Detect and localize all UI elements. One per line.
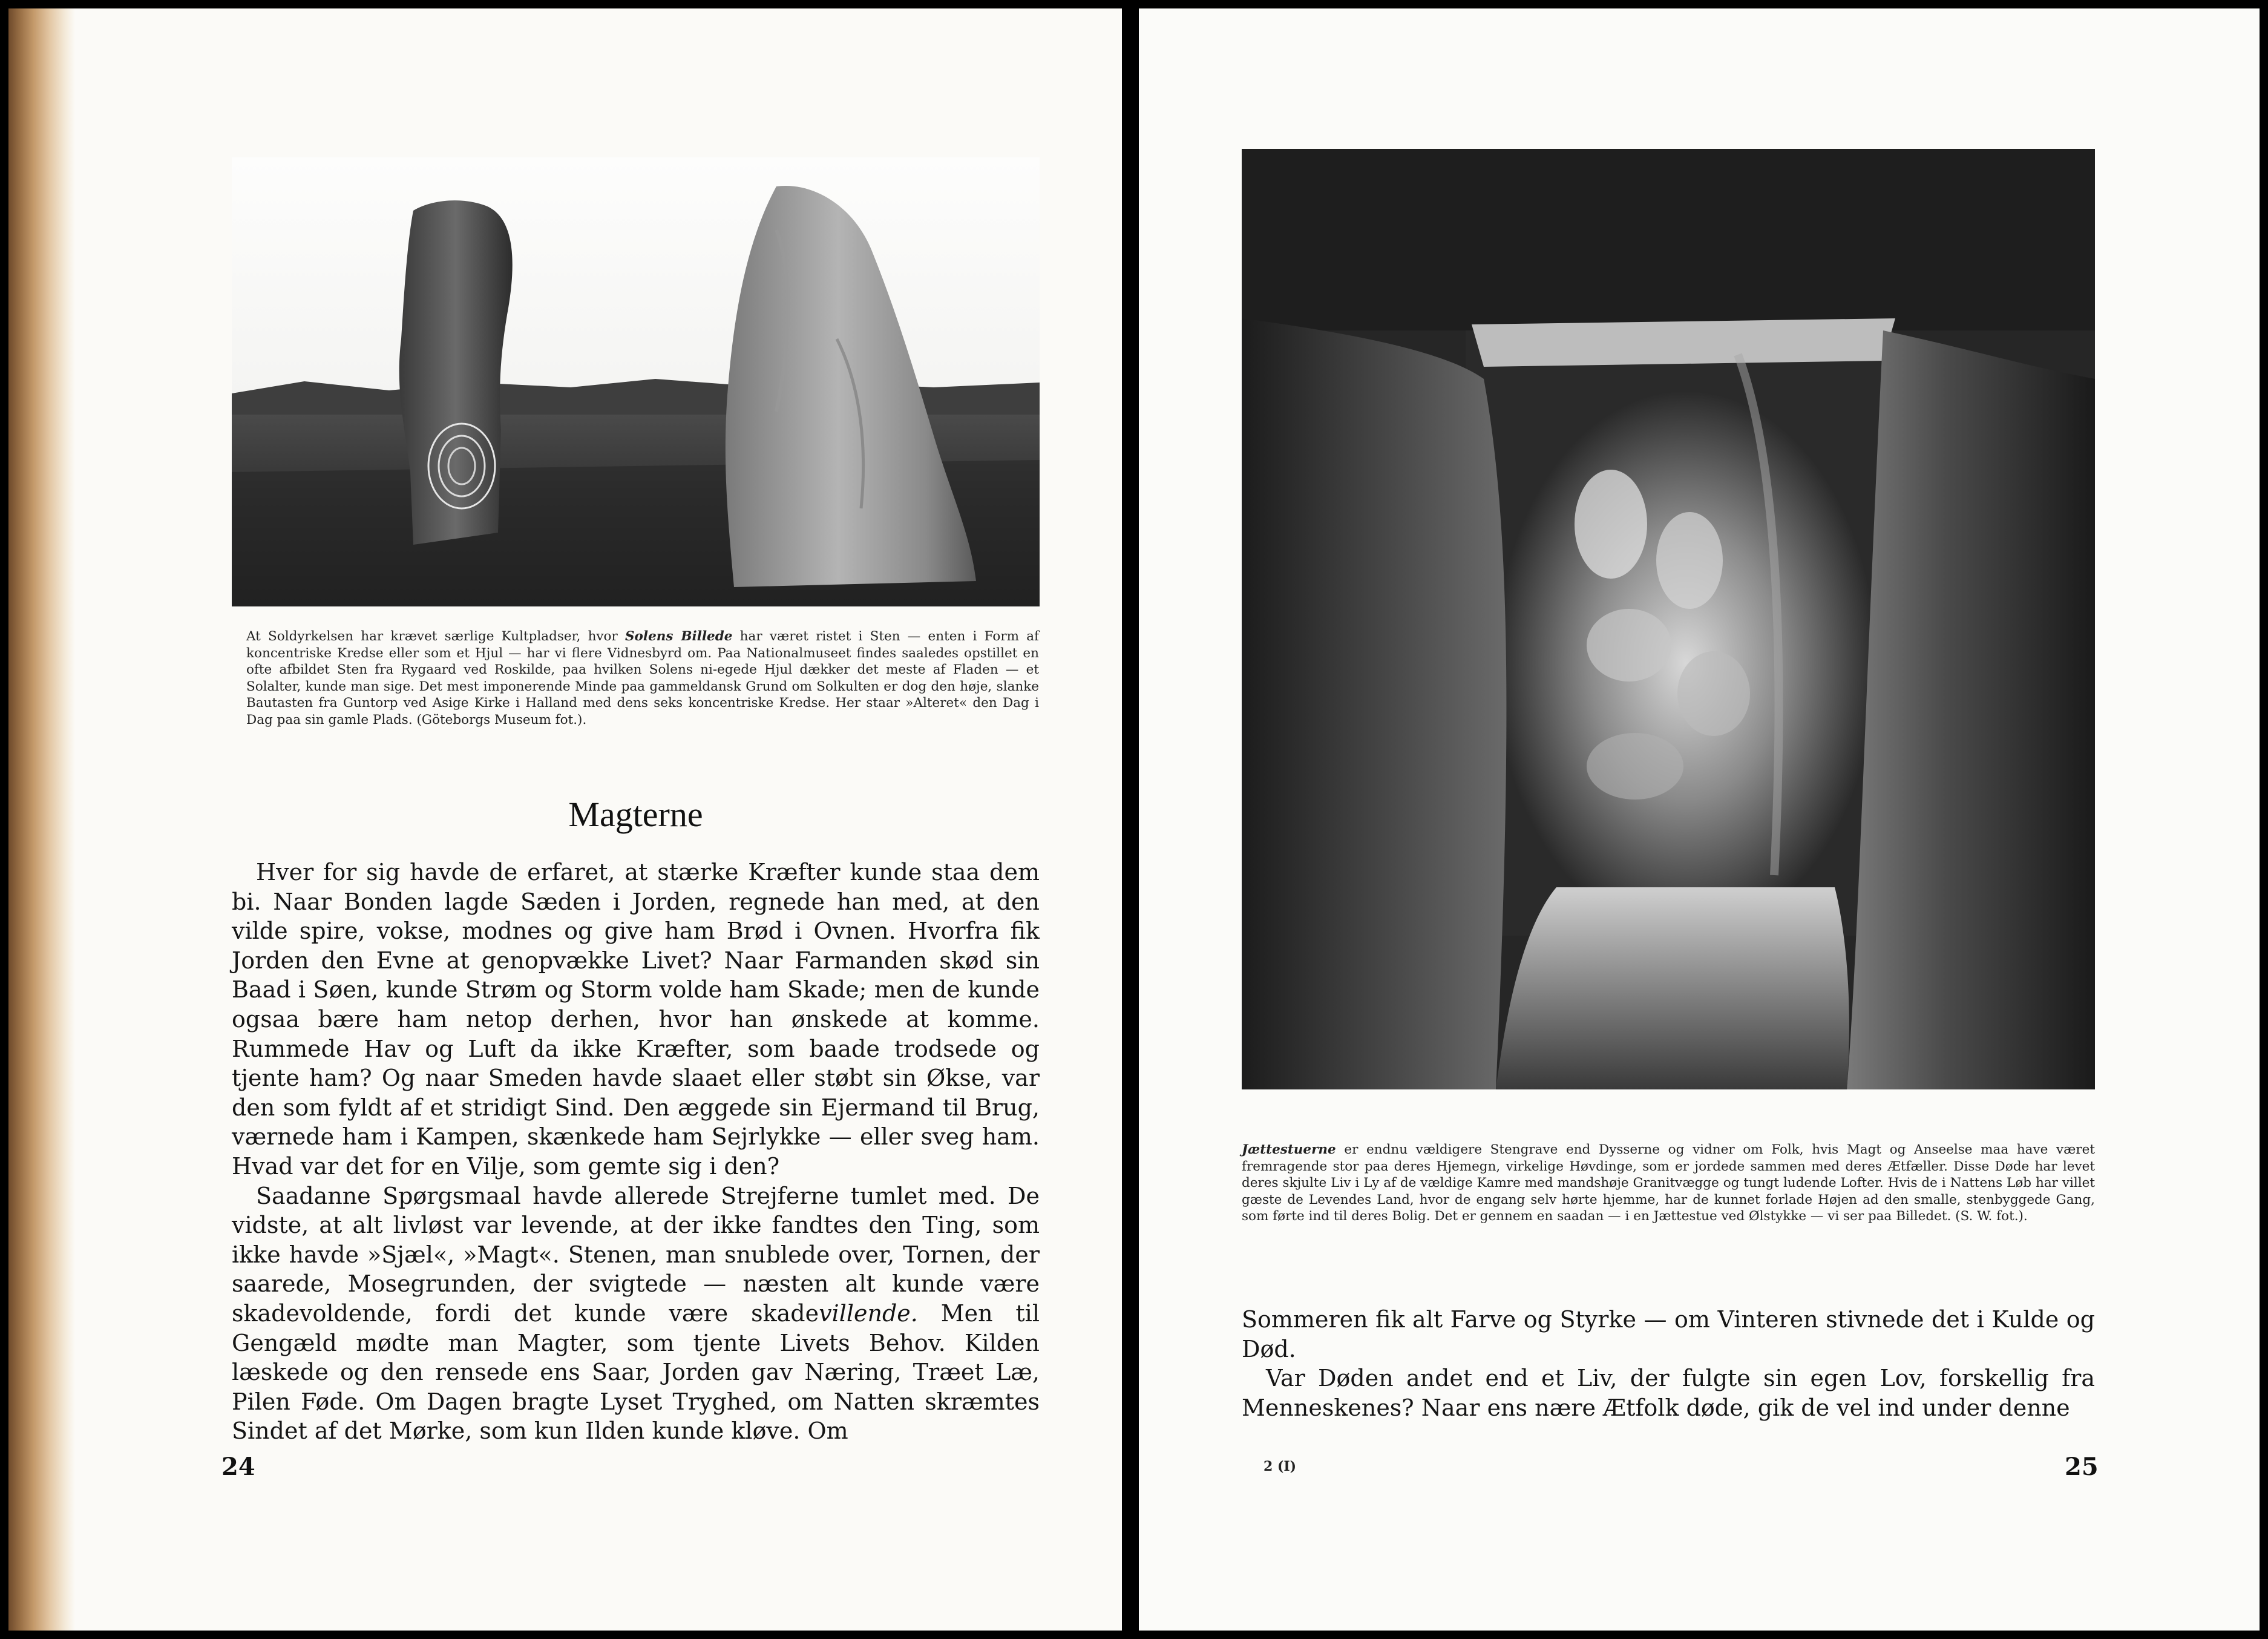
paragraph-italic: villende. bbox=[819, 1299, 918, 1327]
page-edge-shadow bbox=[8, 8, 75, 1631]
caption-text: At Soldyrkelsen har krævet særlige Kultpladser, hvor bbox=[246, 629, 626, 644]
photo-caption bbox=[246, 628, 1039, 729]
body-text bbox=[232, 858, 1040, 1446]
caption-italic: Solens Billede bbox=[625, 629, 733, 644]
caption-text: er endnu vældigere Stengrave end Dysserne og vidner om Folk, hvis Magt og Anseelse maa have været fremragende stor paa deres Hjemegn, virkelige Høvdinge, som er jordede sammen med deres Ætfæller. Disse Døde har levet deres skjulte Liv i Ly af de vældige Kamre med mandshøje Granitvægge og tungt ludende Lofter. Hvis de i Nattens Løb har villet gæste de Levendes Land, hvor de engang selv hørte hjemme, har de kunnet forlade Højen ad den smalle, stenbyggede Gang, som førte ind til deres Bolig. Det er gennem en saadan — i en Jættestue ved Ølstykke — vi ser paa Billedet. (S. W. fot.). bbox=[1242, 1142, 2095, 1224]
page-number: 24 bbox=[221, 1453, 255, 1481]
paragraph bbox=[232, 1181, 1040, 1446]
chapter-heading: Magterne bbox=[568, 795, 703, 834]
passage-grave-photo bbox=[1242, 149, 2095, 1089]
page-number: 25 bbox=[2065, 1453, 2099, 1481]
photo-caption bbox=[1242, 1141, 2095, 1225]
left-page bbox=[8, 8, 1122, 1631]
right-page bbox=[1139, 8, 2260, 1631]
caption-text: har været ristet i Sten — enten i Form af koncentriske Kredse eller som et Hjul — har vi flere Vidnesbyrd om. Paa Nationalmuseet findes saaledes opstillet en ofte afbildet Sten fra Rygaard ved Roskilde, paa hvilken Solens ni-egede Hjul dækker det meste af Fladen — et Solalter, kunde man sige. Det mest imponerende Minde paa gammeldansk Grund om Solkulten er dog den høje, slanke Bautasten fra Guntorp ved Asige Kirke i Halland med dens seks koncentriske Kredse. Her staar »Alteret« den Dag i Dag paa sin gamle Plads. (Göteborgs Museum fot.). bbox=[246, 629, 1040, 728]
paragraph: Var Døden andet end et Liv, der fulgte sin egen Lov, forskellig fra Menneskenes? Naar ens nære Ætfolk døde, gik de vel ind under denne bbox=[1242, 1365, 2095, 1421]
signature-mark: 2 (I) bbox=[1263, 1459, 1297, 1474]
paragraph: Hver for sig havde de erfaret, at stærke Kræfter kunde staa dem bi. Naar Bonden lagde Sæden i Jorden, regnede han med, at den vilde spire, vokse, modnes og give ham Brød i Ovnen. Hvorfra fik Jorden den Evne at genopvække Livet? Naar Farmanden skød sin Baad i Søen, kunde Strøm og Storm volde ham Skade; men de kunde ogsaa bære ham netop derhen, hvor han ønskede at komme. Rummede Hav og Luft da ikke Kræfter, som baade trodsede og tjente ham? Og naar Smeden havde slaaet eller støbt sin Økse, var den som fyldt af et stridigt Sind. Den æggede sin Ejermand til Brug, værnede ham i Kampen, skænkede ham Sejrlykke — eller sveg ham. Hvad var det for en Vilje, som gemte sig i den? bbox=[232, 859, 1040, 1180]
caption-italic: Jættestuerne bbox=[1242, 1142, 1336, 1157]
paragraph: Sommeren fik alt Farve og Styrke — om Vinteren stivnede det i Kulde og Død. bbox=[1242, 1306, 2095, 1362]
paragraph-text: Saadanne Spørgsmaal havde allerede Strejferne tumlet med. De vidste, at alt livløst var levende, at der ikke fandtes den Ting, som ikke havde »Sjæl«, »Magt«. Stenen, man snublede over, Tornen, der saarede, Mosegrunden, der svigtede — næsten alt kunde være skadevoldende, fordi det kunde være skade bbox=[232, 1182, 1040, 1327]
standing-stones-photo bbox=[232, 157, 1040, 606]
body-text bbox=[1242, 1305, 2095, 1422]
paragraph-text: Men til Gengæld mødte man Magter, som tjente Livets Behov. Kilden læskede og den rensede ens Saar, Jorden gav Næring, Træet Læ, Pilen Føde. Om Dagen bragte Lyset Tryghed, om Natten skræmtes Sindet af det Mørke, som kun Ilden kunde kløve. Om bbox=[232, 1299, 1040, 1445]
